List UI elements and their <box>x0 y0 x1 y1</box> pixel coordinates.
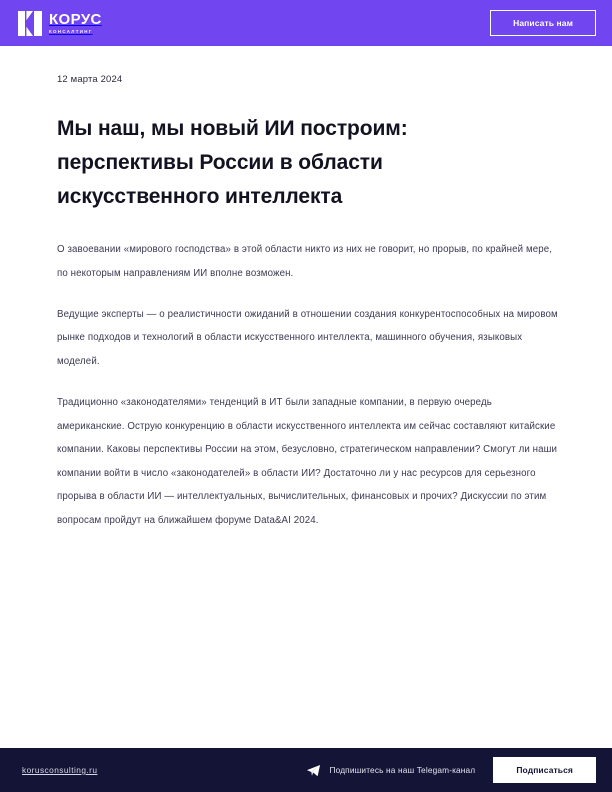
footer-website-link[interactable]: korusconsulting.ru <box>22 765 98 775</box>
korus-logo-mark-icon <box>18 11 42 36</box>
article-paragraph: Ведущие эксперты — о реалистичности ожиданий в отношении создания конкурентоспособных на мировом рынке подходов и технологий в области искусственного интеллекта, машинного обучения, языковых моделей. <box>57 308 558 367</box>
article-date: 12 марта 2024 <box>57 74 123 85</box>
article-content <box>0 46 612 748</box>
article-body <box>57 238 564 532</box>
brand-text <box>49 12 102 34</box>
site-footer <box>0 748 612 792</box>
brand-name: КОРУС <box>49 11 102 29</box>
subscribe-button[interactable]: Подписаться <box>493 757 596 783</box>
footer-telegram-promo <box>306 763 476 778</box>
article-title: Мы наш, мы новый ИИ построим: перспективы России в области искусственного интеллекта <box>57 117 408 209</box>
telegram-paper-plane-icon <box>306 763 321 778</box>
brand-subtitle: КОНСАЛТИНГ <box>49 28 93 34</box>
article-paragraph: О завоевании «мирового господства» в этой области никто из них не говорит, но прорыв, по крайней мере, по некоторым направлениям ИИ вполне возможен. <box>57 244 553 279</box>
site-header <box>0 0 612 46</box>
contact-us-button[interactable]: Написать нам <box>490 10 596 36</box>
article-paragraph: Традиционно «законодателями» тенденций в ИТ были западные компании, в первую очередь американские. Острую конкуренцию в области искусственного интеллекта им сейчас составляют китайские компании. Каковы перспективы России на этом, безусловно, стратегическом направлении? Смогут ли наши компании войти в число «законодателей» в области ИИ? Достаточно ли у нас ресурсов для серьезного прорыва в области ИИ — интеллектуальных, вычислительных, финансовых и прочих? Дискуссии по этим вопросам пройдут на ближайшем форуме Data&AI 2024. <box>57 397 558 526</box>
brand-logo[interactable] <box>18 11 102 36</box>
footer-promo-text: Подпишитесь на наш Telegam-канал <box>329 765 476 775</box>
